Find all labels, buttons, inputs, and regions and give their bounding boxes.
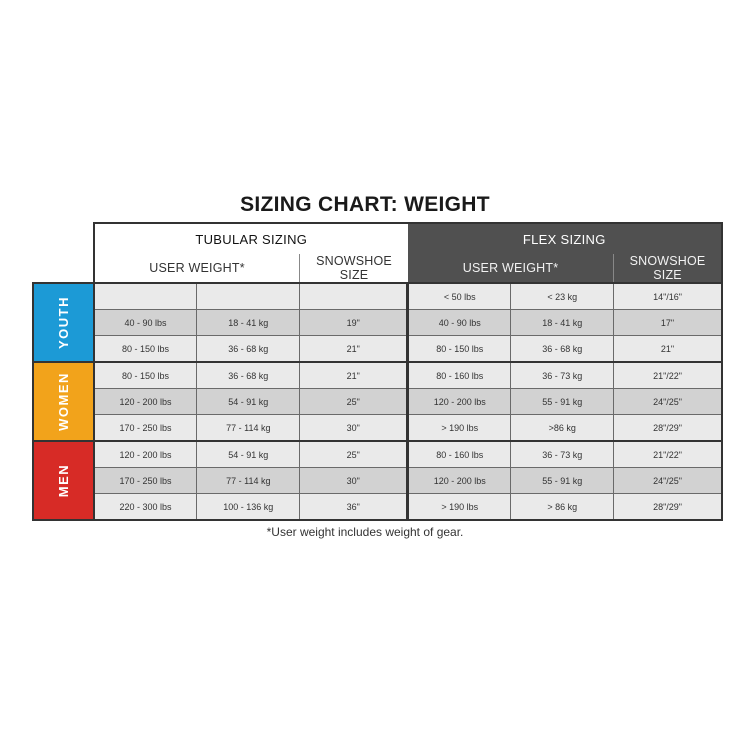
table-row [33, 468, 722, 494]
flex-size-cell: 28"/29" [614, 494, 722, 521]
flex-kg-cell: 36 - 73 kg [511, 362, 614, 389]
flex-lbs-cell: > 190 lbs [408, 494, 511, 521]
flex-size-cell: 21"/22" [614, 362, 722, 389]
flex-kg-cell: 55 - 91 kg [511, 389, 614, 415]
tubular-size-cell: 36" [300, 494, 408, 521]
flex-user-weight-header: USER WEIGHT* [408, 254, 614, 283]
tubular-kg-cell: 54 - 91 kg [197, 389, 300, 415]
tubular-user-weight-header: USER WEIGHT* [94, 254, 300, 283]
tubular-lbs-cell: 220 - 300 lbs [94, 494, 197, 521]
flex-size-cell: 24"/25" [614, 389, 722, 415]
group-label: WOMEN [55, 371, 71, 431]
tubular-kg-cell: 77 - 114 kg [197, 415, 300, 442]
flex-size-cell: 17" [614, 310, 722, 336]
tubular-lbs-cell: 80 - 150 lbs [94, 336, 197, 363]
tubular-sizing-header: TUBULAR SIZING [94, 223, 408, 254]
table-row [33, 310, 722, 336]
tubular-size-cell: 21" [300, 336, 408, 363]
tubular-kg-cell [197, 283, 300, 310]
flex-kg-cell: > 86 kg [511, 494, 614, 521]
flex-lbs-cell: 120 - 200 lbs [408, 389, 511, 415]
flex-snowshoe-size-header: SNOWSHOE SIZE [614, 254, 722, 283]
table-row [33, 441, 722, 468]
flex-kg-cell: 55 - 91 kg [511, 468, 614, 494]
group-band-youth [33, 283, 94, 362]
flex-lbs-cell: > 190 lbs [408, 415, 511, 442]
tubular-kg-cell: 36 - 68 kg [197, 336, 300, 363]
flex-kg-cell: < 23 kg [511, 283, 614, 310]
flex-lbs-cell: 80 - 160 lbs [408, 362, 511, 389]
table-row [33, 415, 722, 442]
tubular-lbs-cell: 170 - 250 lbs [94, 415, 197, 442]
tubular-lbs-cell [94, 283, 197, 310]
table-row [33, 389, 722, 415]
flex-lbs-cell: 40 - 90 lbs [408, 310, 511, 336]
tubular-size-cell: 25" [300, 389, 408, 415]
tubular-kg-cell: 100 - 136 kg [197, 494, 300, 521]
tubular-size-cell: 30" [300, 468, 408, 494]
group-label: YOUTH [55, 295, 71, 349]
table-row [33, 283, 722, 310]
table-row [33, 362, 722, 389]
tubular-size-cell: 19" [300, 310, 408, 336]
tubular-size-cell [300, 283, 408, 310]
sizing-table [32, 222, 723, 521]
chart-title: SIZING CHART: WEIGHT [240, 193, 490, 216]
flex-kg-cell: >86 kg [511, 415, 614, 442]
flex-size-cell: 21"/22" [614, 441, 722, 468]
tubular-lbs-cell: 170 - 250 lbs [94, 468, 197, 494]
flex-size-cell: 21" [614, 336, 722, 363]
tubular-size-cell: 30" [300, 415, 408, 442]
group-band-men [33, 441, 94, 520]
flex-size-cell: 14"/16" [614, 283, 722, 310]
table-row [33, 494, 722, 521]
table-row [33, 336, 722, 363]
tubular-size-cell: 25" [300, 441, 408, 468]
header-corner [33, 223, 94, 254]
group-band-women [33, 362, 94, 441]
flex-lbs-cell: 80 - 160 lbs [408, 441, 511, 468]
tubular-lbs-cell: 80 - 150 lbs [94, 362, 197, 389]
tubular-lbs-cell: 120 - 200 lbs [94, 389, 197, 415]
flex-sizing-header: FLEX SIZING [408, 223, 722, 254]
tubular-kg-cell: 36 - 68 kg [197, 362, 300, 389]
tubular-kg-cell: 77 - 114 kg [197, 468, 300, 494]
tubular-size-cell: 21" [300, 362, 408, 389]
flex-kg-cell: 18 - 41 kg [511, 310, 614, 336]
tubular-kg-cell: 54 - 91 kg [197, 441, 300, 468]
flex-size-cell: 24"/25" [614, 468, 722, 494]
tubular-snowshoe-size-header: SNOWSHOE SIZE [300, 254, 408, 283]
flex-lbs-cell: 120 - 200 lbs [408, 468, 511, 494]
flex-lbs-cell: < 50 lbs [408, 283, 511, 310]
footnote: *User weight includes weight of gear. [266, 525, 464, 539]
flex-size-cell: 28"/29" [614, 415, 722, 442]
sizing-table-body [33, 283, 722, 520]
flex-lbs-cell: 80 - 150 lbs [408, 336, 511, 363]
tubular-kg-cell: 18 - 41 kg [197, 310, 300, 336]
tubular-lbs-cell: 40 - 90 lbs [94, 310, 197, 336]
flex-kg-cell: 36 - 68 kg [511, 336, 614, 363]
header-corner-sub [33, 254, 94, 283]
tubular-lbs-cell: 120 - 200 lbs [94, 441, 197, 468]
group-label: MEN [55, 463, 71, 497]
flex-kg-cell: 36 - 73 kg [511, 441, 614, 468]
